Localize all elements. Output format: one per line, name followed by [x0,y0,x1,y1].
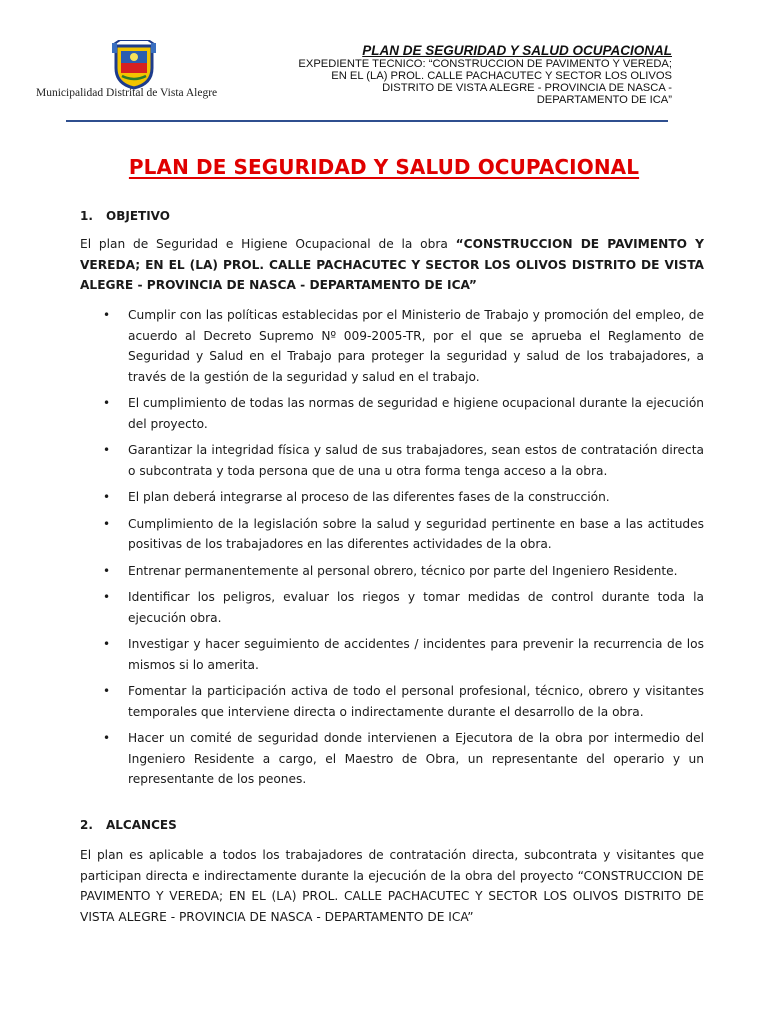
list-item: • Identificar los peligros, evaluar los riegos y tomar medidas de control durante toda la ejecución obra. [80,587,704,628]
section-heading-alcances [80,818,177,832]
section-title: OBJETIVO [106,209,170,223]
project-name-bold: “CONSTRUCCION DE PAVIMENTO Y VEREDA; EN EL (LA) PROL. CALLE PACHACUTEC Y SECTOR LOS OLIVOS DISTRITO DE VISTA ALEGRE - PROVINCIA DE NASCA - DEPARTAMENTO DE ICA” [80,237,705,292]
section-title: ALCANCES [106,818,177,832]
objetivo-bullet-list [80,305,704,796]
municipality-name: Municipalidad Distrital de Vista Alegre [36,87,218,99]
document-title: PLAN DE SEGURIDAD Y SALUD OCUPACIONAL [128,155,640,179]
list-item: • Fomentar la participación activa de todo el personal profesional, técnico, obrero y visitantes temporales que interviene directa o indirectamente durante el desarrollo de la obra. [80,681,704,722]
list-item: • Garantizar la integridad física y salud de sus trabajadores, sean estos de contratación directa o subcontrata y toda persona que de una u otra forma tenga acceso a la obra. [80,440,704,481]
bullet-icon: • [103,590,111,604]
section-number: 2. [80,818,93,832]
bullet-icon: • [103,443,111,457]
bullet-icon: • [103,516,111,531]
list-item: • Entrenar permanentemente al personal obrero, técnico por parte del Ingeniero Residente. [80,561,704,582]
bullet-icon: • [103,637,111,651]
municipal-crest-icon [112,40,156,90]
list-item: • Cumplimiento de la legislación sobre la salud y seguridad pertinente en base a las actitudes positivas de los trabajadores en las diferentes actividades de la obra. [80,514,704,555]
alcances-text: El plan es aplicable a todos los trabajadores de contratación directa, subcontrata y visitantes que participan directa e indirectamente durante la ejecución de la obra del proyecto “CONSTRUCCION DE PAVIMENTO Y VEREDA; EN EL (LA) PROL. CALLE PACHACUTEC Y SECTOR LOS OLIVOS DISTRITO DE VISTA ALEGRE - PROVINCIA DE NASCA - DEPARTAMENTO DE ICA” [80,848,704,924]
list-item: • Hacer un comité de seguridad donde intervienen a Ejecutora de la obra por intermedio del Ingeniero Residente a cargo, el Maestro de Obra, un representante del operario y un representante de los peones. [80,728,704,790]
header-expediente: EXPEDIENTE TECNICO: “CONSTRUCCION DE PAVIMENTO Y VEREDA; EN EL (LA) PROL. CALLE PACHACUTEC Y SECTOR LOS OLIVOS DISTRITO DE VISTA ALEGRE - PROVINCIA DE NASCA - DEPARTAMENTO DE ICA” [298,58,672,106]
section-number: 1. [80,209,93,223]
bullet-icon: • [103,396,111,410]
list-item: • Investigar y hacer seguimiento de accidentes / incidentes para prevenir la recurrencia de los mismos si lo amerita. [80,634,704,675]
list-item: • Cumplir con las políticas establecidas por el Ministerio de Trabajo y promoción del empleo, de acuerdo al Decreto Supremo Nº 009-2005-TR, por el que se aprueba el Reglamento de Seguridad y Salud en el Trabajo para proteger la seguridad y salud de los trabajadores, a través de la gestión de la seguridad y salud en el trabajo. [80,305,704,387]
objetivo-intro [80,234,704,296]
bullet-icon: • [103,563,111,578]
bullet-icon: • [103,308,111,322]
intro-text: El plan de Seguridad e Higiene Ocupacional de la obra [80,237,456,251]
section-heading-objetivo [80,209,170,223]
header-divider [66,120,668,122]
header-title: PLAN DE SEGURIDAD Y SALUD OCUPACIONAL [362,43,672,58]
bullet-icon: • [103,731,111,745]
bullet-icon: • [103,684,111,698]
list-item: • El plan deberá integrarse al proceso de las diferentes fases de la construcción. [80,487,704,508]
list-item: • El cumplimiento de todas las normas de seguridad e higiene ocupacional durante la ejecución del proyecto. [80,393,704,434]
bullet-icon: • [103,490,111,504]
